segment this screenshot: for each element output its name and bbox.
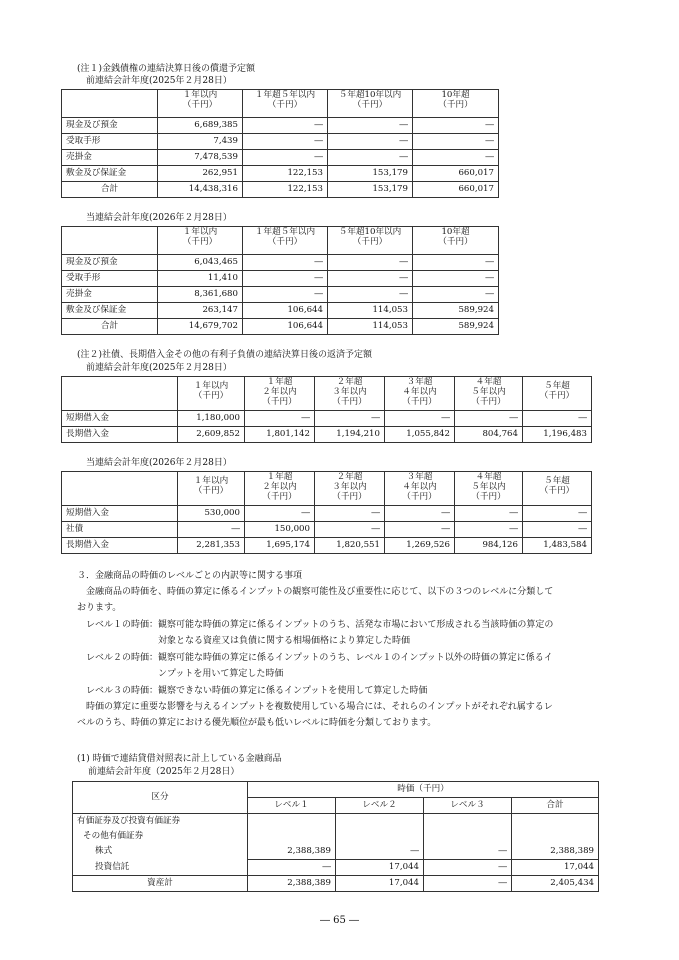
row-label: 長期借入金 xyxy=(62,427,178,443)
section3-outro-line1: 時価の算定に重要な影響を与えるインプットを複数使用している場合には、それらのインプットがそれぞれ属するレ xyxy=(86,702,553,712)
cell: ― xyxy=(328,150,413,166)
col-header: ５年超10年以内 （千円） xyxy=(328,227,413,255)
cell: ― xyxy=(328,134,413,150)
cell: 263,147 xyxy=(158,303,243,319)
col-header-category: 区分 xyxy=(73,782,248,814)
cell: 530,000 xyxy=(178,506,245,522)
col-header: １年以内 （千円） xyxy=(178,377,245,411)
level2-desc-line2: ンプットを用いて算定した時価 xyxy=(158,669,284,679)
cell: ― xyxy=(413,287,499,303)
col-header-level2: レベル２ xyxy=(336,798,424,814)
cell: ― xyxy=(178,522,245,538)
cell: 1,801,142 xyxy=(245,427,315,443)
cell: 14,679,702 xyxy=(158,319,243,335)
table-row xyxy=(62,118,499,134)
row-label: 有価証券及び投資有価証券 xyxy=(73,814,248,830)
cell: 106,644 xyxy=(243,319,328,335)
cell: ― xyxy=(245,411,315,427)
cell: ― xyxy=(328,118,413,134)
cell: 1,180,000 xyxy=(178,411,245,427)
cell: ― xyxy=(455,506,523,522)
cell: 1,820,551 xyxy=(315,538,385,554)
level2-label: レベル２の時価： xyxy=(86,653,159,663)
cell: 589,924 xyxy=(413,319,499,335)
col-header-group: 時価（千円） xyxy=(248,782,599,798)
cell: ― xyxy=(413,134,499,150)
cell: ― xyxy=(315,506,385,522)
cell: 150,000 xyxy=(245,522,315,538)
cell: ― xyxy=(523,522,592,538)
row-label: その他有価証券 xyxy=(73,829,248,844)
table-row xyxy=(62,506,592,522)
note1-curr-table xyxy=(61,226,499,335)
cell: ― xyxy=(455,522,523,538)
cell: 14,438,316 xyxy=(158,182,243,198)
cell: ― xyxy=(455,411,523,427)
cell: ― xyxy=(424,876,512,892)
cell: ― xyxy=(336,844,424,860)
note1-curr-caption: 当連結会計年度(2026年２月28日） xyxy=(86,213,232,223)
level1-desc-line2: 対象となる資産又は負債に関する相場価格により算定した時価 xyxy=(158,636,411,646)
row-label: 合計 xyxy=(62,182,158,198)
level3-label: レベル３の時価： xyxy=(86,686,159,696)
cell: 17,044 xyxy=(336,876,424,892)
cell: 2,281,353 xyxy=(178,538,245,554)
cell: 122,153 xyxy=(243,182,328,198)
col-header: ２年超 ３年以内 （千円） xyxy=(315,377,385,411)
cell: 6,043,465 xyxy=(158,255,243,271)
cell: ― xyxy=(424,844,512,860)
cell: 153,179 xyxy=(328,166,413,182)
cell: 1,194,210 xyxy=(315,427,385,443)
page-number: ― 65 ― xyxy=(319,915,360,926)
cell: 660,017 xyxy=(413,166,499,182)
corner-cell xyxy=(62,472,178,506)
table-row xyxy=(62,287,499,303)
cell: 153,179 xyxy=(328,182,413,198)
row-label: 現金及び預金 xyxy=(62,118,158,134)
note2-prev-table xyxy=(61,376,592,443)
cell: 7,439 xyxy=(158,134,243,150)
cell: 1,269,526 xyxy=(385,538,455,554)
cell xyxy=(248,814,336,830)
cell: ― xyxy=(413,271,499,287)
cell: ― xyxy=(243,150,328,166)
cell: ― xyxy=(523,411,592,427)
row-label: 資産計 xyxy=(73,876,248,892)
row-label: 売掛金 xyxy=(62,150,158,166)
table-row xyxy=(73,829,599,844)
col-header: ５年超 （千円） xyxy=(523,377,592,411)
cell: ― xyxy=(385,522,455,538)
cell: 262,951 xyxy=(158,166,243,182)
total-row xyxy=(62,319,499,335)
cell: 11,410 xyxy=(158,271,243,287)
corner-cell xyxy=(62,90,158,118)
cell xyxy=(424,814,512,830)
cell: 122,153 xyxy=(243,166,328,182)
cell: 2,405,434 xyxy=(512,876,599,892)
col-header: １年以内 （千円） xyxy=(158,227,243,255)
col-header: １年以内 （千円） xyxy=(158,90,243,118)
cell xyxy=(424,829,512,844)
cell: 660,017 xyxy=(413,182,499,198)
table-row xyxy=(73,844,599,860)
cell: 114,053 xyxy=(328,303,413,319)
corner-cell xyxy=(62,377,178,411)
cell xyxy=(248,829,336,844)
col-header: １年超 ２年以内 （千円） xyxy=(245,472,315,506)
cell: ― xyxy=(243,134,328,150)
cell: ― xyxy=(385,411,455,427)
table-row xyxy=(73,814,599,830)
cell: ― xyxy=(523,506,592,522)
col-header-level1: レベル１ xyxy=(248,798,336,814)
row-label: 長期借入金 xyxy=(62,538,178,554)
cell: ― xyxy=(243,287,328,303)
note1-prev-caption: 前連結会計年度(2025年２月28日） xyxy=(86,76,232,86)
table-row xyxy=(62,255,499,271)
cell xyxy=(336,829,424,844)
row-label: 投資信託 xyxy=(73,860,248,876)
col-header-level3: レベル３ xyxy=(424,798,512,814)
cell: 2,388,389 xyxy=(248,844,336,860)
cell: 2,388,389 xyxy=(248,876,336,892)
col-header: １年超５年以内 （千円） xyxy=(243,90,328,118)
cell: 7,478,539 xyxy=(158,150,243,166)
col-header: 10年超 （千円） xyxy=(413,227,499,255)
table-row xyxy=(62,303,499,319)
cell: ― xyxy=(243,118,328,134)
cell: 804,764 xyxy=(455,427,523,443)
cell: ― xyxy=(413,150,499,166)
col-header: 10年超 （千円） xyxy=(413,90,499,118)
col-header: ２年超 ３年以内 （千円） xyxy=(315,472,385,506)
cell: 8,361,680 xyxy=(158,287,243,303)
cell: 984,126 xyxy=(455,538,523,554)
cell: ― xyxy=(328,287,413,303)
level3-desc-line1: 観察できない時価の算定に係るインプットを使用して算定した時価 xyxy=(158,686,428,696)
cell: ― xyxy=(413,118,499,134)
cell: 6,689,385 xyxy=(158,118,243,134)
cell: ― xyxy=(328,271,413,287)
row-label: 短期借入金 xyxy=(62,506,178,522)
row-label: 短期借入金 xyxy=(62,411,178,427)
cell: ― xyxy=(424,860,512,876)
cell: ― xyxy=(385,506,455,522)
note2-prev-caption: 前連結会計年度(2025年２月28日） xyxy=(86,363,232,373)
table-row xyxy=(62,427,592,443)
note1-prev-table xyxy=(61,89,499,198)
col-header: ３年超 ４年以内 （千円） xyxy=(385,377,455,411)
level1-label: レベル１の時価： xyxy=(86,620,159,630)
section3-outro-line2: ベルのうち、時価の算定における優先順位が最も低いレベルに時価を分類しております。 xyxy=(77,718,437,728)
table-row xyxy=(62,134,499,150)
note2-curr-table xyxy=(61,471,592,554)
cell: 17,044 xyxy=(512,860,599,876)
row-label: 合計 xyxy=(62,319,158,335)
section1-title: (1) 時価で連結貸借対照表に計上している金融商品 xyxy=(77,754,282,764)
row-label: 敷金及び保証金 xyxy=(62,166,158,182)
col-header: ５年超10年以内 （千円） xyxy=(328,90,413,118)
section3-heading: ３．金融商品の時価のレベルごとの内訳等に関する事項 xyxy=(77,571,303,581)
row-label: 敷金及び保証金 xyxy=(62,303,158,319)
row-label: 現金及び預金 xyxy=(62,255,158,271)
table-row xyxy=(62,166,499,182)
note2-curr-caption: 当連結会計年度(2026年２月28日） xyxy=(86,458,232,468)
table-row xyxy=(73,860,599,876)
col-header-total: 合計 xyxy=(512,798,599,814)
cell: ― xyxy=(243,255,328,271)
cell: 1,695,174 xyxy=(245,538,315,554)
section1-caption: 前連結会計年度（2025年２月28日） xyxy=(88,767,240,777)
note2-title: (注２)社債、長期借入金その他の有利子負債の連結決算日後の返済予定額 xyxy=(77,350,373,360)
cell: 1,196,483 xyxy=(523,427,592,443)
row-label: 受取手形 xyxy=(62,271,158,287)
cell: 114,053 xyxy=(328,319,413,335)
col-header: １年超 ２年以内 （千円） xyxy=(245,377,315,411)
row-label: 株式 xyxy=(73,844,248,860)
cell: 17,044 xyxy=(336,860,424,876)
cell: 1,055,842 xyxy=(385,427,455,443)
cell: ― xyxy=(315,411,385,427)
cell: 589,924 xyxy=(413,303,499,319)
cell: 2,609,852 xyxy=(178,427,245,443)
level2-desc-line1: 観察可能な時価の算定に係るインプットのうち、レベル１のインプット以外の時価の算定に係るイ xyxy=(158,653,553,663)
col-header: ５年超 （千円） xyxy=(523,472,592,506)
cell xyxy=(512,829,599,844)
cell: 2,388,389 xyxy=(512,844,599,860)
cell: ― xyxy=(243,271,328,287)
row-label: 社債 xyxy=(62,522,178,538)
col-header: １年超５年以内 （千円） xyxy=(243,227,328,255)
cell: ― xyxy=(413,255,499,271)
col-header: ４年超 ５年以内 （千円） xyxy=(455,377,523,411)
level1-desc-line1: 観察可能な時価の算定に係るインプットのうち、活発な市場において形成される当該時価の算定の xyxy=(158,620,554,630)
cell: 1,483,584 xyxy=(523,538,592,554)
cell xyxy=(336,814,424,830)
cell: ― xyxy=(315,522,385,538)
cell: 106,644 xyxy=(243,303,328,319)
section3-intro-line1: 金融商品の時価を、時価の算定に係るインプットの観察可能性及び重要性に応じて、以下の３つのレベルに分類して xyxy=(86,587,554,597)
cell: ― xyxy=(245,506,315,522)
row-label: 売掛金 xyxy=(62,287,158,303)
table-row xyxy=(62,150,499,166)
total-row xyxy=(62,182,499,198)
row-label: 受取手形 xyxy=(62,134,158,150)
table-row xyxy=(62,522,592,538)
section3-intro-line2: おります。 xyxy=(77,603,122,613)
total-row xyxy=(73,876,599,892)
cell: ― xyxy=(328,255,413,271)
col-header: １年以内 （千円） xyxy=(178,472,245,506)
cell: ― xyxy=(248,860,336,876)
corner-cell xyxy=(62,227,158,255)
table-row xyxy=(62,411,592,427)
col-header: ４年超 ５年以内 （千円） xyxy=(455,472,523,506)
section1-table xyxy=(72,781,599,892)
table-row xyxy=(62,538,592,554)
cell xyxy=(512,814,599,830)
table-row xyxy=(62,271,499,287)
note1-title: (注１)金銭債権の連結決算日後の償還予定額 xyxy=(77,64,256,74)
col-header: ３年超 ４年以内 （千円） xyxy=(385,472,455,506)
